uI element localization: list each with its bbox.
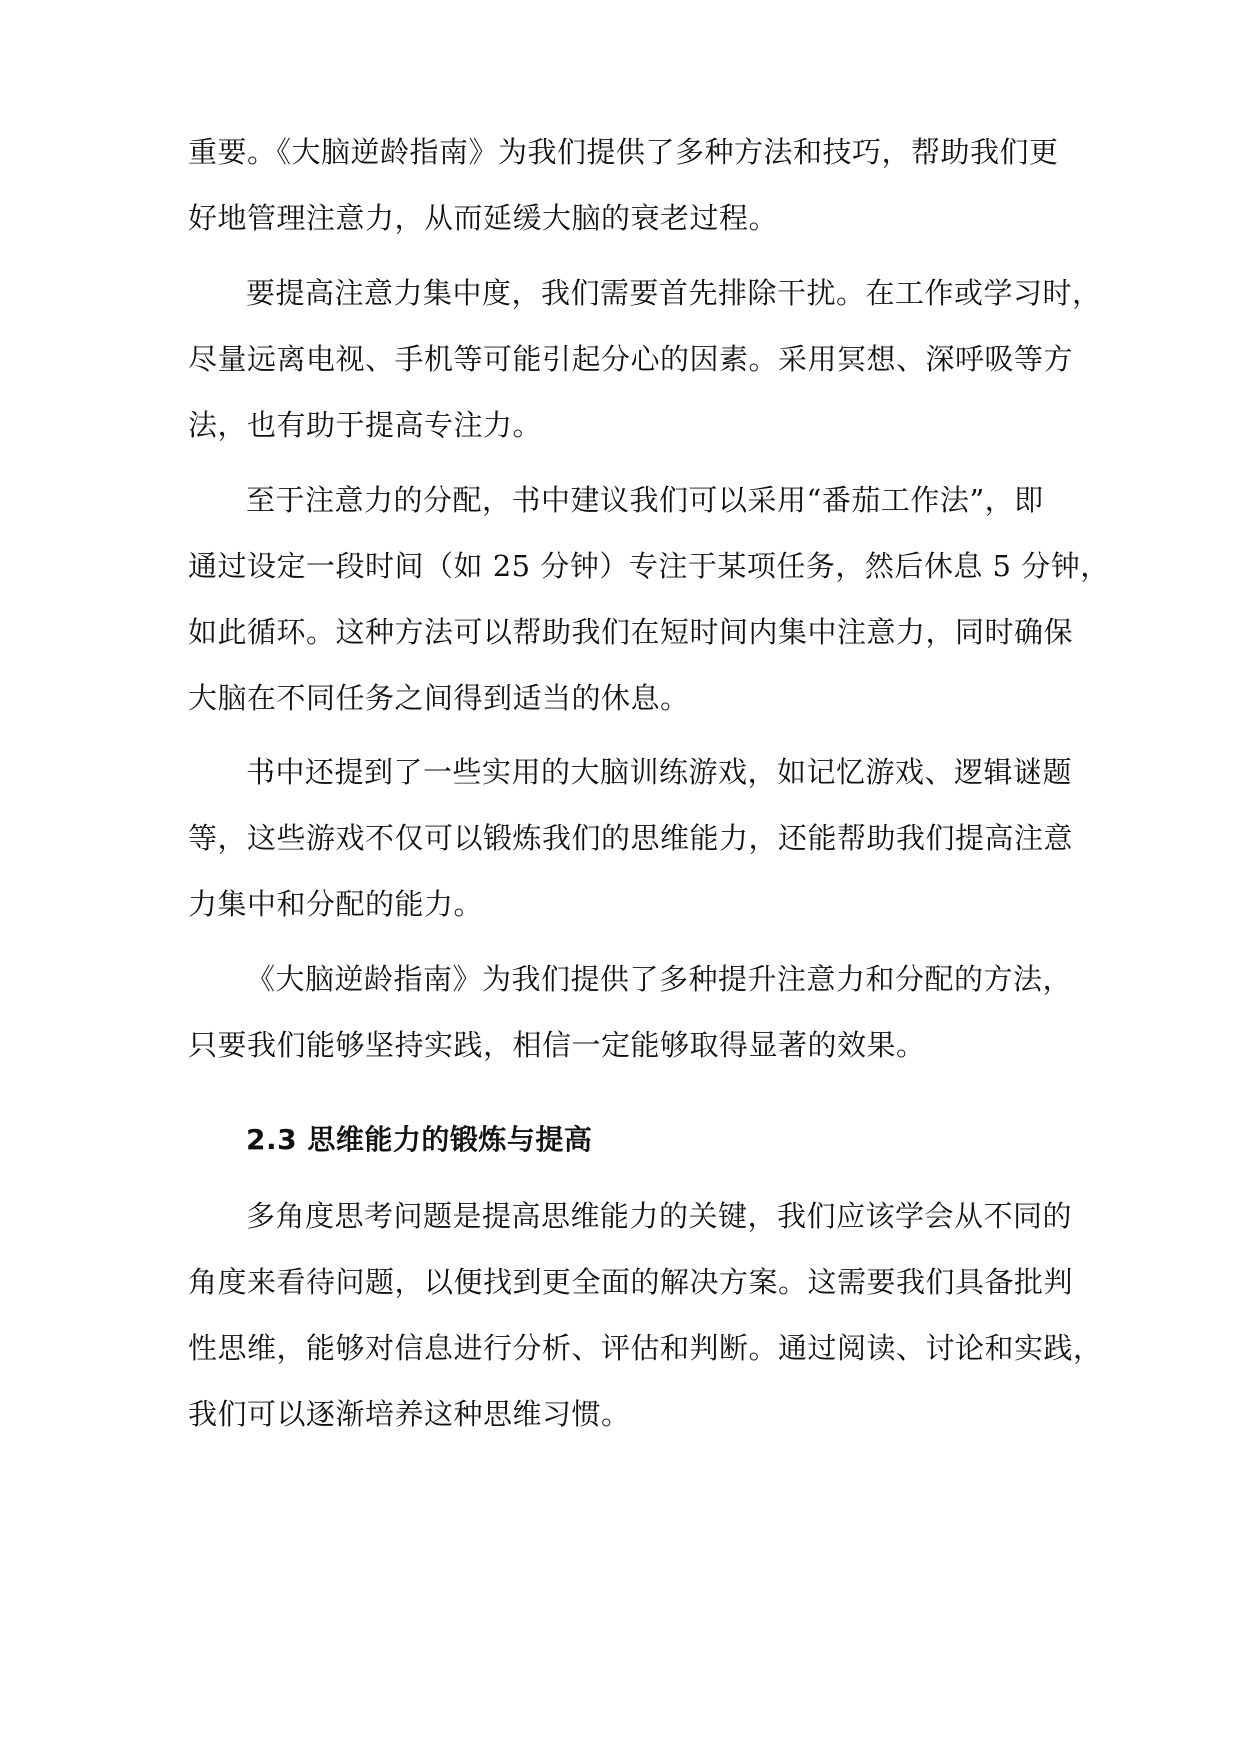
section-paragraph-line-1: 多角度思考问题是提高思维能力的关键，我们应该学会从不同的 xyxy=(246,1199,1073,1233)
paragraph-3-line-4: 大脑在不同任务之间得到适当的休息。 xyxy=(188,681,690,715)
paragraph-3-line-3: 如此循环。这种方法可以帮助我们在短时间内集中注意力，同时确保 xyxy=(188,615,1074,649)
section-paragraph-line-2: 角度来看待问题，以便找到更全面的解决方案。这需要我们具备批判 xyxy=(188,1265,1074,1299)
paragraph-2-line-2: 尽量远离电视、手机等可能引起分心的因素。采用冥想、深呼吸等方 xyxy=(188,342,1074,376)
paragraph-4-line-3: 力集中和分配的能力。 xyxy=(188,887,484,921)
paragraph-2-line-1: 要提高注意力集中度，我们需要首先排除干扰。在工作或学习时， xyxy=(246,276,1102,310)
paragraph-2-line-3: 法，也有助于提高专注力。 xyxy=(188,408,543,442)
paragraph-4-line-2: 等，这些游戏不仅可以锻炼我们的思维能力，还能帮助我们提高注意 xyxy=(188,821,1074,855)
paragraph-5-line-1: 《大脑逆龄指南》为我们提供了多种提升注意力和分配的方法， xyxy=(246,962,1073,996)
paragraph-3-line-2: 通过设定一段时间（如 25 分钟）专注于某项任务，然后休息 5 分钟， xyxy=(188,549,1110,583)
paragraph-5-line-2: 只要我们能够坚持实践，相信一定能够取得显著的效果。 xyxy=(188,1028,926,1062)
section-paragraph-line-3: 性思维，能够对信息进行分析、评估和判断。通过阅读、讨论和实践， xyxy=(188,1331,1103,1365)
section-heading: 2.3 思维能力的锻炼与提高 xyxy=(246,1123,593,1156)
paragraph-1-line-2: 好地管理注意力，从而延缓大脑的衰老过程。 xyxy=(188,201,779,235)
paragraph-3-line-1: 至于注意力的分配，书中建议我们可以采用“番茄工作法”，即 xyxy=(246,483,1044,517)
paragraph-1-line-1: 重要。《大脑逆龄指南》为我们提供了多种方法和技巧，帮助我们更 xyxy=(188,135,1059,169)
paragraph-4-line-1: 书中还提到了一些实用的大脑训练游戏，如记忆游戏、逻辑谜题 xyxy=(246,755,1073,789)
section-paragraph-line-4: 我们可以逐渐培养这种思维习惯。 xyxy=(188,1397,631,1431)
